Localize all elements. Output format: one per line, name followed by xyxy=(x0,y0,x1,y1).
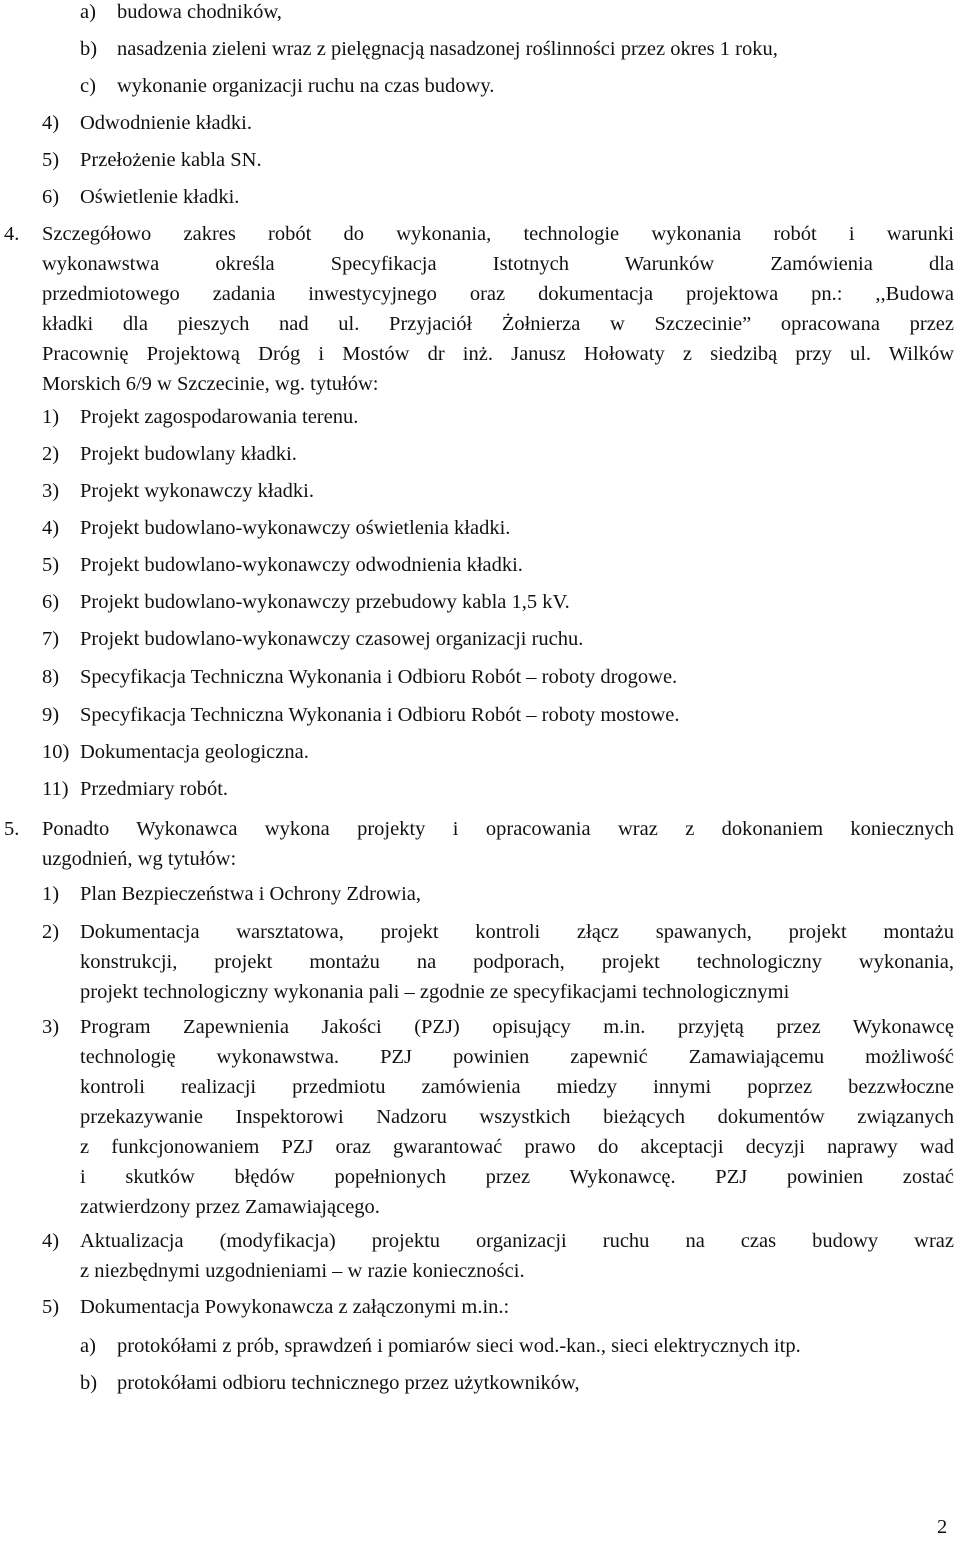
list-label: 4) xyxy=(42,112,60,134)
paragraph-line: kładki dla pieszych nad ul. Przyjaciół Żołnierza w Szczecinie” opracowana przez xyxy=(42,313,954,335)
list-item: przekazywanie Inspektorowi Nadzoru wszystkich bieżących dokumentów związanych xyxy=(80,1106,954,1128)
list-label: 9) xyxy=(42,704,60,726)
list-item: Plan Bezpieczeństwa i Ochrony Zdrowia, xyxy=(80,883,421,905)
list-item: budowa chodników, xyxy=(117,1,282,23)
list-label: a) xyxy=(80,1335,96,1357)
list-item: zatwierdzony przez Zamawiającego. xyxy=(80,1196,380,1218)
section-number: 4. xyxy=(4,223,20,245)
list-item: Projekt budowlany kładki. xyxy=(80,443,297,465)
list-item: protokółami odbioru technicznego przez użytkowników, xyxy=(117,1372,580,1394)
list-item: Specyfikacja Techniczna Wykonania i Odbioru Robót – roboty drogowe. xyxy=(80,666,678,688)
list-item: Aktualizacja (modyfikacja) projektu organizacji ruchu na czas budowy wraz xyxy=(80,1230,954,1252)
list-item: kontroli realizacji przedmiotu zamówienia miedzy innymi poprzez bezzwłoczne xyxy=(80,1076,954,1098)
section-number: 5. xyxy=(4,818,20,840)
list-label: 8) xyxy=(42,666,60,688)
list-item: Projekt budowlano-wykonawczy odwodnienia kładki. xyxy=(80,554,523,576)
paragraph-line: uzgodnień, wg tytułów: xyxy=(42,848,237,870)
list-label: 5) xyxy=(42,554,60,576)
list-label: 2) xyxy=(42,443,60,465)
list-label: 1) xyxy=(42,883,60,905)
paragraph-line: Morskich 6/9 w Szczecinie, wg. tytułów: xyxy=(42,373,379,395)
paragraph-line: Ponadto Wykonawca wykona projekty i opracowania wraz z dokonaniem koniecznych xyxy=(42,818,954,840)
list-item: Projekt budowlano-wykonawczy oświetlenia kładki. xyxy=(80,517,511,539)
list-item: z niezbędnymi uzgodnieniami – w razie konieczności. xyxy=(80,1260,525,1282)
list-item: konstrukcji, projekt montażu na podporach, projekt technologiczny wykonania, xyxy=(80,951,954,973)
paragraph-line: wykonawstwa określa Specyfikacja Istotnych Warunków Zamówienia dla xyxy=(42,253,954,275)
list-item: technologię wykonawstwa. PZJ powinien zapewnić Zamawiającemu możliwość xyxy=(80,1046,954,1068)
list-label: 11) xyxy=(42,778,69,800)
paragraph-line: Pracownię Projektową Dróg i Mostów dr inż. Janusz Hołowaty z siedzibą przy ul. Wilków xyxy=(42,343,954,365)
list-label: 4) xyxy=(42,517,60,539)
list-item: Projekt wykonawczy kładki. xyxy=(80,480,314,502)
paragraph-line: Szczegółowo zakres robót do wykonania, technologie wykonania robót i warunki xyxy=(42,223,954,245)
list-item: wykonanie organizacji ruchu na czas budowy. xyxy=(117,75,495,97)
list-item: Dokumentacja Powykonawcza z załączonymi m.in.: xyxy=(80,1296,510,1318)
list-label: c) xyxy=(80,75,96,97)
list-label: 1) xyxy=(42,406,60,428)
list-item: nasadzenia zieleni wraz z pielęgnacją nasadzonej roślinności przez okres 1 roku, xyxy=(117,38,778,60)
list-item: Odwodnienie kładki. xyxy=(80,112,252,134)
list-label: 6) xyxy=(42,591,60,613)
list-label: 3) xyxy=(42,480,60,502)
list-item: Projekt budowlano-wykonawczy czasowej organizacji ruchu. xyxy=(80,628,584,650)
list-item: Projekt zagospodarowania terenu. xyxy=(80,406,359,428)
list-item: i skutków błędów popełnionych przez Wykonawcę. PZJ powinien zostać xyxy=(80,1166,954,1188)
list-label: a) xyxy=(80,1,96,23)
list-item: protokółami z prób, sprawdzeń i pomiarów sieci wod.-kan., sieci elektrycznych itp. xyxy=(117,1335,801,1357)
list-item: projekt technologiczny wykonania pali – zgodnie ze specyfikacjami technologicznymi xyxy=(80,981,790,1003)
list-label: b) xyxy=(80,38,98,60)
list-label: b) xyxy=(80,1372,98,1394)
page-number: 2 xyxy=(937,1516,948,1538)
paragraph-line: przedmiotowego zadania inwestycyjnego oraz dokumentacja projektowa pn.: ,,Budowa xyxy=(42,283,954,305)
list-label: 10) xyxy=(42,741,70,763)
list-item: Przedmiary robót. xyxy=(80,778,229,800)
list-label: 6) xyxy=(42,186,60,208)
list-item: Przełożenie kabla SN. xyxy=(80,149,262,171)
list-item: Specyfikacja Techniczna Wykonania i Odbioru Robót – roboty mostowe. xyxy=(80,704,680,726)
list-item: z funkcjonowaniem PZJ oraz gwarantować prawo do akceptacji decyzji naprawy wad xyxy=(80,1136,954,1158)
list-label: 5) xyxy=(42,1296,60,1318)
list-item: Dokumentacja warsztatowa, projekt kontroli złącz spawanych, projekt montażu xyxy=(80,921,954,943)
list-label: 5) xyxy=(42,149,60,171)
list-label: 3) xyxy=(42,1016,60,1038)
list-label: 4) xyxy=(42,1230,60,1252)
list-label: 7) xyxy=(42,628,60,650)
list-item: Dokumentacja geologiczna. xyxy=(80,741,309,763)
list-item: Oświetlenie kładki. xyxy=(80,186,240,208)
list-item: Projekt budowlano-wykonawczy przebudowy kabla 1,5 kV. xyxy=(80,591,570,613)
list-label: 2) xyxy=(42,921,60,943)
list-item: Program Zapewnienia Jakości (PZJ) opisujący m.in. przyjętą przez Wykonawcę xyxy=(80,1016,954,1038)
